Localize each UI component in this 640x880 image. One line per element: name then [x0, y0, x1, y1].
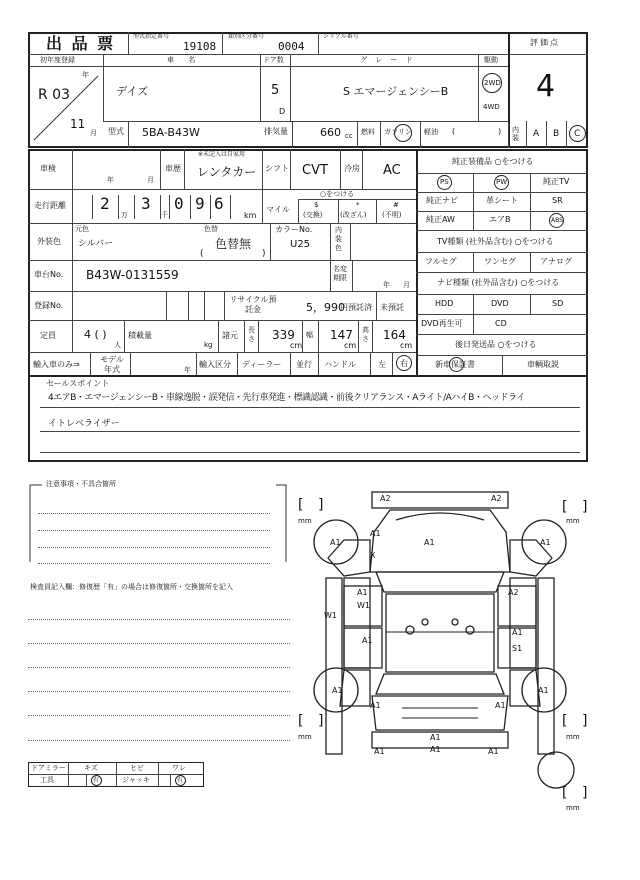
drive-4wd: 4WD [483, 103, 500, 111]
handle-left: 左 [378, 360, 386, 369]
load-label: 積載量 [128, 331, 152, 340]
diag-w1-front-door-left: W1 [357, 601, 370, 610]
caution-bracket [28, 484, 290, 566]
serial-label: シリアル番号 [323, 33, 359, 40]
car-name-label: 車 名 [167, 56, 202, 64]
diag-s1-rear-door-right: S1 [512, 644, 523, 653]
shift-label: シフト [265, 164, 289, 173]
mileage-digit-3: 0 [174, 194, 184, 213]
navi-sd: SD [552, 299, 564, 308]
history-label: 車歴 [165, 164, 181, 173]
later-label: 後日発送品 ○をつける [455, 340, 537, 349]
tools-jack: ジャッキ [122, 776, 150, 784]
tread-rl-bracket-open: [ [298, 713, 304, 729]
mileage-circle-note: ○をつける [320, 190, 355, 198]
length-value: 339 [272, 328, 295, 342]
navi-dvd-play: DVD再生可 [421, 319, 463, 328]
model-year-unit: 年 [184, 366, 191, 374]
navi-cd: CD [495, 319, 507, 328]
form-no: 19108 [183, 40, 217, 53]
displacement-value: 660 [320, 126, 341, 139]
windshield-shape [376, 572, 504, 592]
diag-a1-hood: A1 [424, 538, 435, 547]
hood-shape [370, 510, 510, 572]
class-no-label: 類別区分番号 [228, 33, 265, 40]
inspection-month: 月 [147, 176, 154, 184]
model-label: 型式 [108, 127, 124, 136]
history-value: レンタカー [197, 165, 257, 179]
tv-oneseg: ワンセグ [484, 257, 516, 266]
page-title: 出 品 票 [46, 34, 116, 53]
import-label: 輸入車のみ⇒ [33, 360, 80, 369]
tailgate-shape [372, 696, 508, 730]
right-rocker [538, 578, 554, 754]
equip-genuine-navi: 純正ナビ [426, 196, 458, 205]
tread-fl-mm: mm [298, 517, 312, 525]
name-change-month: 月 [403, 281, 410, 289]
inspection-label: 車検 [40, 164, 56, 173]
width-value: 147 [330, 328, 353, 342]
diag-a1-bumper-right: A1 [488, 747, 499, 756]
model-year-label: モデル年式 [100, 355, 124, 374]
tread-rr-bracket-close: ] [582, 713, 588, 729]
tread-fr-mm: mm [566, 517, 580, 525]
shift-value: CVT [302, 163, 328, 178]
ac-value: AC [383, 163, 401, 178]
recycle-pending: 未預託 [380, 303, 404, 312]
diag-a1-rl-tire: A1 [332, 686, 343, 695]
diag-a1-fender-left: A1 [370, 529, 381, 538]
mileage-digit-5: 6 [214, 194, 224, 213]
navi-dvd: DVD [491, 299, 509, 308]
tools-crack: ヒビ [130, 764, 144, 772]
tv-analog: アナログ [540, 257, 572, 266]
drive-2wd: 2WD [484, 79, 501, 87]
score-value: 4 [536, 69, 556, 104]
import-class-label: 輸入区分 [199, 360, 231, 369]
color-no: U25 [290, 239, 311, 250]
handle-label: ハンドル [324, 360, 356, 369]
front-bumper-shape [372, 492, 508, 508]
fuel-gas: ガソリン [384, 128, 412, 136]
caution-label: 注意事項・不具合箇所 [46, 480, 116, 488]
diag-a2-front-left: A2 [380, 494, 391, 503]
tread-rl-mm: mm [298, 733, 312, 741]
color-no-label: カラーNo. [275, 225, 313, 234]
score-label: 評価点 [530, 38, 560, 47]
tread-spare-bracket-close: ] [582, 785, 588, 801]
tread-rr-bracket-open: [ [562, 713, 568, 729]
year-unit-label: 年 [82, 71, 89, 79]
equip-ps: PS [440, 178, 449, 186]
doors-value: 5 [271, 83, 280, 98]
month-unit-label: 月 [90, 129, 97, 137]
mileage-sen: 千 [161, 211, 168, 219]
recycle-label: リサイクル預託金 [229, 295, 277, 314]
color-paren-close: ) [262, 249, 266, 259]
tread-fl-bracket-open: [ [298, 497, 304, 513]
height-label: 高さ [362, 326, 369, 343]
tamper-label: (改ざん) [340, 211, 367, 219]
inspector-label: 検査員記入欄：修復歴「有」の場合は修復箇所・交換箇所を記入 [30, 583, 233, 591]
diag-a1-fl-tire: A1 [330, 538, 341, 547]
model-value: 5BA-B43W [142, 126, 200, 139]
diag-a1-bumper-left: A1 [374, 747, 385, 756]
navi-type-label: ナビ種類 (社外品含む) ○をつける [437, 278, 560, 287]
tv-type-label: TV種類 (社外品含む) ○をつける [437, 237, 554, 246]
diag-a1-front-door-left: A1 [357, 588, 368, 597]
displacement-label: 排気量 [264, 127, 288, 136]
diag-a1-rear-door-right: A1 [512, 628, 523, 637]
mile-label: マイル [266, 205, 290, 214]
fuel-oil: 軽油 [424, 128, 438, 136]
diag-x-fender-left: X [370, 551, 376, 560]
color-change: 色替無 [215, 237, 252, 251]
later-manual: 車輌取説 [527, 360, 559, 369]
tools-yes2: 有 [177, 777, 184, 784]
mileage-digit-4: 9 [195, 194, 205, 213]
import-dealer: ディーラー [242, 360, 282, 369]
orig-color: シルバー [78, 239, 114, 249]
reg-no-label: 登録No. [34, 301, 64, 310]
swap-symbol: $ [314, 201, 319, 209]
equip-leather: 革シート [486, 196, 518, 205]
unknown-label: (不明) [382, 211, 402, 219]
later-warranty: 新車保証書 [435, 360, 475, 369]
equip-pw: PW [496, 178, 508, 186]
equip-abs: ABS [551, 217, 563, 224]
diag-a1-rr-fender: A1 [495, 701, 506, 710]
diag-a1-fr-tire: A1 [540, 538, 551, 547]
ac-label: 冷房 [344, 164, 360, 173]
length-unit: cm [290, 341, 303, 350]
interior-b: B [553, 129, 560, 139]
width-unit: cm [344, 341, 357, 350]
car-damage-diagram [300, 480, 600, 810]
mileage-man: 万 [121, 211, 128, 219]
person-unit: 人 [114, 341, 121, 349]
recycle-unit: 円預託済 [340, 303, 372, 312]
fuel-label: 燃料 [361, 128, 375, 136]
equip-airbag: エアB [489, 215, 511, 224]
tread-rr-mm: mm [566, 733, 580, 741]
grade-label: グ レ ー ド [360, 56, 416, 64]
mileage-label: 走行距離 [34, 201, 66, 210]
tread-spare-mm: mm [566, 804, 580, 812]
doors-label: ドア数 [263, 56, 284, 64]
kg-unit: kg [204, 341, 213, 349]
capacity-label: 定員 [40, 331, 56, 340]
capacity-value: 4 ( ) [84, 328, 107, 341]
chassis-no: B43W-0131559 [86, 268, 179, 282]
equip-genuine-tv: 純正TV [543, 177, 570, 186]
fuel-other-close: ) [498, 127, 502, 136]
sales-label: セールスポイント [46, 379, 110, 388]
equipment-genuine-label: 純正装備品 ○をつける [452, 157, 534, 166]
diag-a1-tailgate: A1 [430, 733, 441, 742]
interior-label: 内装 [512, 126, 519, 142]
name-change-label: 名変期限 [333, 265, 347, 282]
chassis-label: 車台No. [34, 270, 64, 279]
interior-c: C [574, 129, 581, 139]
diag-a1-rr-tire: A1 [538, 686, 549, 695]
spare-tire [538, 752, 574, 788]
drive-label: 駆動 [484, 56, 498, 64]
dims-label: 諸元 [222, 331, 238, 340]
handle-right: 右 [400, 359, 408, 368]
swap-label: (交換) [303, 211, 323, 219]
grade-value: S エマージェンシーB [343, 85, 449, 98]
inspection-year: 年 [107, 176, 114, 184]
sales-line-2: イトレベライザー [48, 419, 120, 429]
mileage-digit-1: 2 [100, 194, 110, 213]
length-label: 長さ [248, 326, 255, 343]
diag-a1-bumper-center: A1 [430, 745, 441, 754]
class-no: 0004 [278, 40, 305, 53]
navi-hdd: HDD [435, 299, 454, 308]
tread-fr-bracket-open: [ [562, 499, 568, 515]
recycle-amount: 5，990 [306, 301, 345, 314]
interior-a: A [533, 129, 540, 139]
tools-door-mirror: ドアミラー [31, 764, 66, 772]
tread-fr-bracket-close: ] [582, 499, 588, 515]
tools-yes1: 有 [93, 777, 100, 784]
form-no-label: 型式指定番号 [133, 33, 170, 40]
tread-rl-bracket-close: ] [318, 713, 324, 729]
diag-a2-front-right: A2 [491, 494, 502, 503]
diag-a1-rl-fender: A1 [370, 701, 381, 710]
mileage-digit-2: 3 [141, 194, 151, 213]
doors-suffix: D [279, 107, 286, 116]
name-change-year: 年 [383, 281, 390, 289]
first-reg-era: R 03 [38, 87, 70, 103]
interior-color-label: 内装色 [335, 226, 342, 252]
import-parallel: 並行 [296, 360, 312, 369]
equip-sr: SR [552, 196, 563, 205]
cc-unit: cc [345, 132, 353, 140]
equip-genuine-aw: 純正AW [426, 215, 455, 224]
first-reg-label: 初年度登録 [40, 56, 75, 64]
tread-spare-bracket-open: [ [562, 785, 568, 801]
diag-a2-front-door-right: A2 [508, 588, 519, 597]
diag-a1-rear-door-left: A1 [362, 636, 373, 645]
color-label: 外装色 [37, 237, 61, 246]
tv-fullseg: フルセグ [425, 257, 457, 266]
left-rear-door [344, 628, 382, 668]
orig-color-label: 元色 [75, 225, 89, 233]
first-reg-month: 11 [70, 117, 86, 131]
tools-scratch: キズ [84, 764, 98, 772]
sales-line-1: 4エアB・エマージェンシーB・車線逸脱・誤発信・先行車発進・標識認識・前後クリアランス・Aライト/AハイB・ヘッドライ [48, 393, 525, 403]
fuel-other-open: ( [452, 127, 456, 136]
tamper-symbol: * [356, 201, 360, 209]
color-change-label: 色替 [204, 225, 218, 233]
km-unit: km [244, 211, 257, 220]
tools-broken: ワレ [172, 764, 186, 772]
height-value: 164 [383, 328, 406, 342]
rear-window-shape [376, 674, 504, 694]
height-unit: cm [400, 341, 413, 350]
tools-tools: 工具 [40, 776, 54, 784]
roof-shape [386, 594, 494, 672]
car-name: デイズ [116, 85, 149, 98]
color-paren-open: ( [200, 249, 204, 259]
history-note: ※未記入は自家用 [198, 151, 246, 158]
left-rocker [326, 578, 342, 754]
unknown-symbol: # [393, 201, 399, 209]
width-label: 幅 [306, 331, 313, 339]
tread-fl-bracket-close: ] [318, 497, 324, 513]
diag-w1-rocker: W1 [324, 611, 337, 620]
